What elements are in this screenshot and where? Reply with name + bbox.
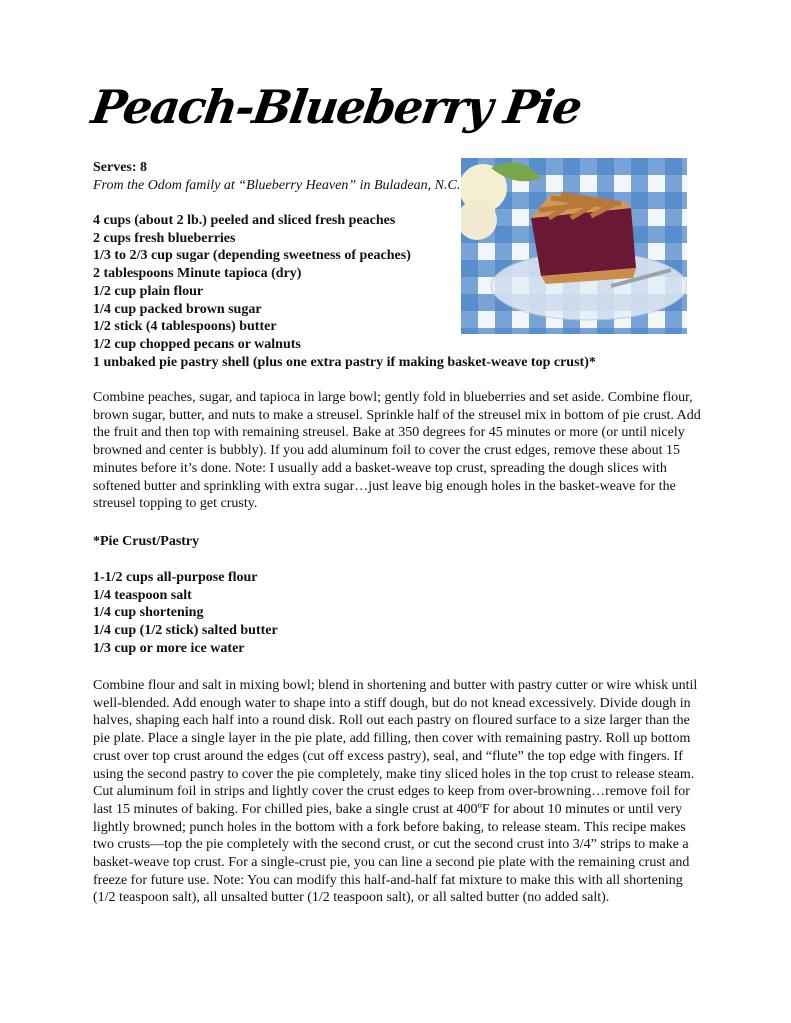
ingredient-item: 1/2 stick (4 tablespoons) butter	[93, 319, 277, 335]
serves-label: Serves: 8	[93, 160, 148, 175]
crust-ingredient-item: 1/4 cup (1/2 stick) salted butter	[93, 623, 278, 639]
recipe-source: From the Odom family at “Blueberry Heaven” in Buladean, N.C.	[93, 178, 461, 193]
ingredient-item: 1/2 cup chopped pecans or walnuts	[93, 336, 301, 352]
ingredient-item: 1/4 cup packed brown sugar	[93, 301, 262, 317]
crust-heading: *Pie Crust/Pastry	[93, 534, 200, 549]
ingredient-item: 2 tablespoons Minute tapioca (dry)	[93, 266, 302, 282]
crust-ingredient-item: 1-1/2 cups all-purpose flour	[93, 570, 258, 585]
recipe-title: Peach-Blueberry Pie	[88, 80, 584, 134]
crust-ingredient-item: 1/4 cup shortening	[93, 605, 204, 621]
ingredient-item: 1 unbaked pie pastry shell (plus one extra pastry if making basket-weave top crust)*	[93, 354, 596, 370]
ingredient-list	[93, 212, 596, 371]
crust-instructions: Combine flour and salt in mixing bowl; blend in shortening and butter with pastry cutter or wire whisk until well-blended. Add enough water to shape into a stiff dough, but do not knead excessively. Divide dough in halves, shaping each half into a round disk. Roll out each pastry on floured surface to a size larger than the pie plate. Place a single layer in the pie plate, add filling, then cover with remaining pastry. Roll up bottom crust over top crust around the edges (cut off excess pastry), seal, and “flute” the top edge with fingers. If using the second pastry to cover the pie completely, make tiny sliced holes in the top crust to release steam. Cut aluminum foil in strips and lightly cover the crust edges to keep from over-browning…remove foil for last 15 minutes of baking. For chilled pies, bake a single crust at 400ºF for about 10 minutes or until very lightly browned; punch holes in the bottom with a fork before baking, to release steam. This recipe makes two crusts—top the pie completely with the second crust, or cut the second crust into 3/4” strips to make a basket-weave top crust. For a single-crust pie, you can line a second pie plate with the remaining crust and freeze for future use. Note: You can modify this half-and-half fat mixture to make this with all shortening (1/2 teaspoon salt), all unsalted butter (1/2 teaspoon salt), or all salted butter (no added salt).	[93, 678, 698, 906]
crust-ingredient-list	[93, 569, 278, 658]
ingredient-item: 1/2 cup plain flour	[93, 283, 204, 299]
pie-instructions: Combine peaches, sugar, and tapioca in large bowl; gently fold in blueberries and set aside. Combine flour, brown sugar, butter, and nuts to make a streusel. Sprinkle half of the streusel mix in bottom of pie crust. Add the fruit and then top with remaining streusel. Bake at 350 degrees for 45 minutes or more (or until nicely browned and center is bubbly). If you add aluminum foil to cover the crust edges, remove these about 15 minutes before it’s done. Note: I usually add a basket-weave top crust, spreading the dough slices with softened butter and sprinkling with extra sugar…just leave big enough holes in the basket-weave for the streusel topping to get crusty.	[93, 390, 701, 512]
ingredient-item: 4 cups (about 2 lb.) peeled and sliced fresh peaches	[93, 213, 396, 228]
ingredient-item: 1/3 to 2/3 cup sugar (depending sweetness of peaches)	[93, 248, 411, 264]
crust-ingredient-item: 1/4 teaspoon salt	[93, 587, 192, 603]
ingredient-item: 2 cups fresh blueberries	[93, 230, 236, 246]
crust-ingredient-item: 1/3 cup or more ice water	[93, 640, 245, 656]
